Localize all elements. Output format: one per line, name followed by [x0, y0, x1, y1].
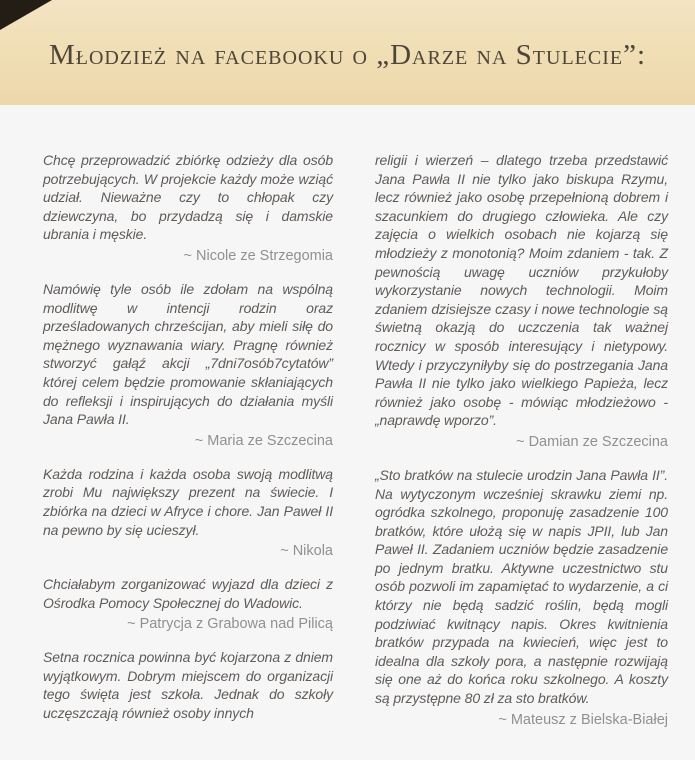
- quote-text: Chcę przeprowadzić zbiórkę odzieży dla osób potrzebujących. W projekcie każdy może wziąć udział. Nieważne czy to chłopak czy dziewczyna, bo przydadzą się i damskie ubrania i męskie.: [43, 152, 333, 243]
- quote-text: Każda rodzina i każda osoba swoją modlitwą zrobi Mu największy prezent na świecie. I zbiórka na dzieci w Afryce i chore. Jan Paweł II na pewno by się ucieszył.: [43, 465, 333, 538]
- quote-block: [375, 151, 668, 451]
- quote-text: Setna rocznica powinna być kojarzona z dniem wyjątkowym. Dobrym miejscem do organizacji tego święta jest szkoła. Jednak do szkoły uczęszczają również osoby innych: [43, 649, 333, 722]
- quote-text: religii i wierzeń – dlatego trzeba przedstawić Jana Pawła II nie tylko jako biskupa Rzymu, lecz również jako osobę przepełnioną dobrem i szacunkiem do drugiego człowieka. Ale czy zajęcia o wielkich osobach nie kojarzą się młodzieży z monotonią? Moim zdaniem - tak. Z pewnością uwagę uczniów przykułoby wykorzystanie nowych technologii. Moim zdaniem dzisiejsze czasy i nowe technologie są świetną okazją do uczczenia tak ważnej rocznicy w sposób interesujący i nietypowy. Wtedy i przyczyniłyby się do postrzegania Jana Pawła II nie tylko jako wielkiego Papieża, lecz również jako osobę - mówiąc młodzieżowo - „naprawdę wporzo”.: [375, 152, 668, 429]
- quote-block: [43, 575, 333, 633]
- quote-text: „Sto bratków na stulecie urodzin Jana Pawła II”. Na wytyczonym wcześniej skrawku ziemi np. ogródka szkolnego, proponuję zasadzenie 100 bratków, które ułożą się w napis JPII, lub Jan Paweł II. Zadaniem uczniów będzie zasadzenie po jednym bratku. Aktywne uczestnictwo stu osób pozwoli im zapamiętać to wydarzenie, a ci którzy nie będą sadzić roślin, będą mogli podziwiać kwitnący napis. Okres kwitnienia bratków przypada na kwiecień, więc jest to idealna dla szkoły pora, a następnie rozwijają się one aż do końca roku szkolnego. A koszty są przystępne 80 zł za sto bratków.: [375, 466, 668, 707]
- quote-attribution: ~ Mateusz z Bielska-Białej: [498, 711, 668, 728]
- header-band: [0, 0, 695, 105]
- quote-text: Namówię tyle osób ile zdołam na wspólną modlitwę w intencji rodzin oraz prześladowanych chrześcijan, aby mieli siłę do mężnego wyznawania wiary. Pragnę również stworzyć gałąź akcji „7dni7osób7cytatów” której celem będzie promowanie skłaniających do refleksji i inspirujących do działania myśli Jana Pawła II.: [43, 280, 333, 428]
- page-title: Młodzież na facebooku o „Darze na Stulecie”:: [48, 39, 647, 71]
- quote-attribution: ~ Nikola: [280, 543, 333, 560]
- quotes-content: [0, 105, 695, 744]
- left-column: [43, 151, 333, 744]
- quote-block: [43, 465, 333, 560]
- quote-block: [43, 280, 333, 450]
- quote-attribution: ~ Patrycja z Grabowa nad Pilicą: [127, 616, 333, 633]
- quote-block: [375, 466, 668, 729]
- quote-attribution: ~ Nicole ze Strzegomia: [183, 247, 333, 264]
- quote-attribution: ~ Maria ze Szczecina: [194, 432, 333, 449]
- quote-text: Chciałabym zorganizować wyjazd dla dzieci z Ośrodka Pomocy Społecznej do Wadowic.: [43, 576, 333, 611]
- scan-corner-artifact: [0, 0, 52, 30]
- quote-attribution: ~ Damian ze Szczecina: [516, 433, 668, 450]
- quote-block: [43, 151, 333, 265]
- right-column: [375, 151, 668, 744]
- quote-block: [43, 648, 333, 722]
